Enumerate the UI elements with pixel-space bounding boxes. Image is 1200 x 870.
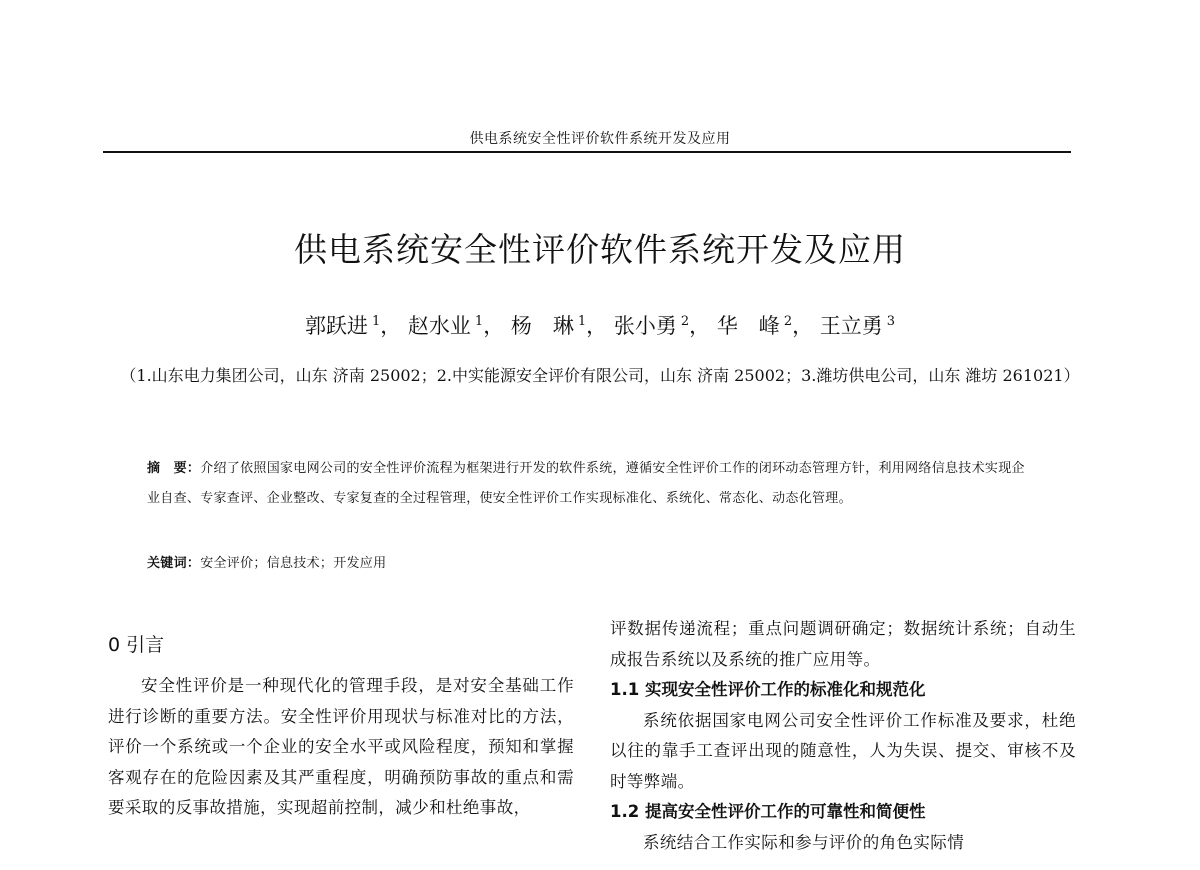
running-head: 供电系统安全性评价软件系统开发及应用: [469, 131, 731, 147]
author-1: 郭跃进 $^1$: [304, 314, 381, 338]
subsection-1-2-text: 系统结合工作实际和参与评价的角色实际情: [643, 832, 965, 852]
abstract: [147, 454, 1037, 514]
keywords-label: 关键词：: [147, 556, 201, 571]
keywords-text: 安全评价；信息技术；开发应用: [200, 556, 387, 571]
left-column: [108, 630, 574, 824]
author-4: 张小勇 $^2$: [613, 314, 690, 338]
affiliations: （1.山东电力集团公司，山东 济南 25002；2.中实能源安全评价有限公司，山东 济南 25002；3.潍坊供电公司，山东 潍坊 261021）: [120, 366, 1080, 385]
keywords: [147, 552, 1037, 571]
subsection-heading-1-2: 1.2 提高安全性评价工作的可靠性和简便性: [610, 802, 926, 821]
author-6: 王立勇 $^3$: [819, 314, 896, 338]
author-5: 华 峰 $^2$: [716, 314, 793, 338]
author-2: 赵水业 $^1$: [407, 314, 484, 338]
subsection-1-1-text: 系统依据国家电网公司安全性评价工作标准及要求，杜绝以往的靠手工查评出现的随意性，人为失误、提交、审核不及时等弊端。: [610, 710, 1076, 791]
abstract-label: 摘 要：: [147, 461, 201, 476]
author-list: 郭跃进 $^1$， 赵水业 $^1$， 杨 琳 $^1$， 张小勇 $^2$， 华 峰 $^2$， 王立勇 $^3$: [304, 314, 896, 338]
section-heading-intro: 0 引言: [108, 634, 165, 656]
continued-paragraph: 评数据传递流程；重点问题调研确定；数据统计系统；自动生成报告系统以及系统的推广应用等。: [610, 619, 1076, 669]
right-column: [610, 614, 1076, 858]
author-3: 杨 琳 $^1$: [510, 314, 587, 338]
subsection-heading-1-1: 1.1 实现安全性评价工作的标准化和规范化: [610, 680, 926, 699]
intro-paragraph: 安全性评价是一种现代化的管理手段，是对安全基础工作进行诊断的重要方法。安全性评价用现状与标准对比的方法，评价一个系统或一个企业的安全水平或风险程度，预知和掌握客观存在的危险因素及其严重程度，明确预防事故的重点和需要采取的反事故措施，实现超前控制，减少和杜绝事故，: [108, 676, 574, 817]
paper-title: 供电系统安全性评价软件系统开发及应用: [294, 230, 906, 269]
abstract-text: 介绍了依照国家电网公司的安全性评价流程为框架进行开发的软件系统，遵循安全性评价工作的闭环动态管理方针，利用网络信息技术实现企业自查、专家查评、企业整改、专家复查的全过程管理，使安全性评价工作实现标准化、系统化、常态化、动态化管理。: [147, 461, 1025, 506]
header-rule: [103, 151, 1071, 153]
